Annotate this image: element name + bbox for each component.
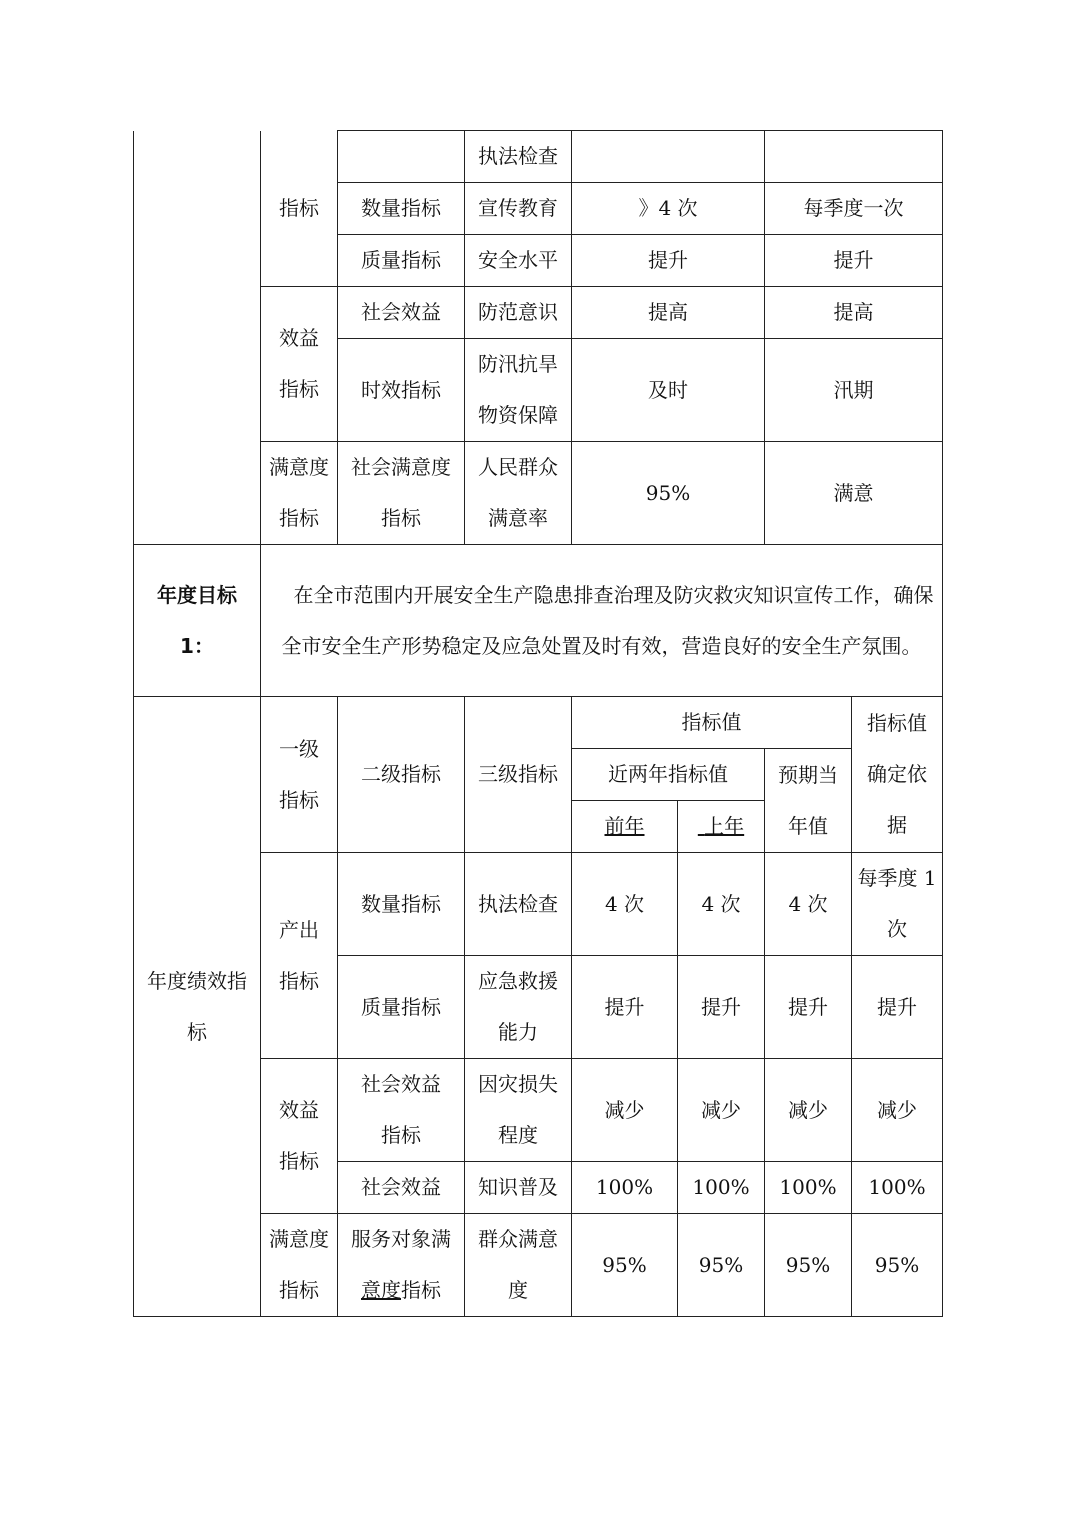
value-cell: 提高 [572, 287, 765, 339]
basis-value: 100% [852, 1162, 943, 1214]
benefit-level1: 效益 指标 [261, 1059, 338, 1214]
expected-value: 减少 [765, 1059, 852, 1162]
header-level1: 一级 指标 [261, 697, 338, 853]
level3-cell: 人民群众 满意率 [465, 442, 572, 545]
value-cell: 提升 [572, 235, 765, 287]
header-indicator-value: 指标值 [572, 697, 852, 749]
basis-value: 提升 [852, 956, 943, 1059]
level3-cell: 知识普及 [465, 1162, 572, 1214]
benefit-level1-cell: 效益 指标 [261, 287, 338, 442]
satisfaction-level1: 满意度 指标 [261, 1214, 338, 1317]
level2-cell: 社会效益 指标 [338, 1059, 465, 1162]
last-year-value: 100% [678, 1162, 765, 1214]
value-cell: 》4 次 [572, 183, 765, 235]
prev-year-value: 4 次 [572, 853, 678, 956]
level2-cell: 服务对象满 意度指标 [338, 1214, 465, 1317]
satisfaction-level1-cell: 满意度 指标 [261, 442, 338, 545]
annual-goal-text: 在全市范围内开展安全生产隐患排查治理及防灾救灾知识宣传工作，确保全市安全生产形势稳定及应急处置及时有效，营造良好的安全生产氛围。 [261, 545, 943, 697]
level2-cell: 社会效益 [338, 1162, 465, 1214]
header-basis: 指标值 确定依 据 [852, 697, 943, 853]
level2-cell: 社会效益 [338, 287, 465, 339]
header-level2: 二级指标 [338, 697, 465, 853]
level3-cell: 防范意识 [465, 287, 572, 339]
level3-cell: 因灾损失 程度 [465, 1059, 572, 1162]
expected-value: 提升 [765, 956, 852, 1059]
left-blank-cell [134, 131, 261, 545]
basis-cell: 汛期 [765, 339, 943, 442]
basis-cell: 提高 [765, 287, 943, 339]
level3-cell: 应急救援 能力 [465, 956, 572, 1059]
annual-perf-label: 年度绩效指 标 [134, 697, 261, 1317]
basis-value: 每季度 1 次 [852, 853, 943, 956]
last-year-value: 4 次 [678, 853, 765, 956]
basis-cell [765, 131, 943, 183]
performance-table [133, 130, 943, 1317]
expected-value: 4 次 [765, 853, 852, 956]
level2-cell: 时效指标 [338, 339, 465, 442]
prev-year-value: 95% [572, 1214, 678, 1317]
header-recent-two-years: 近两年指标值 [572, 749, 765, 801]
header-prev-year: 前年 [572, 801, 678, 853]
output-level1: 产出 指标 [261, 853, 338, 1059]
basis-value: 减少 [852, 1059, 943, 1162]
level2-cell: 数量指标 [338, 183, 465, 235]
header-last-year: 上年 [678, 801, 765, 853]
annual-goal-label: 年度目标 1： [134, 545, 261, 697]
level2-cell [338, 131, 465, 183]
basis-cell: 满意 [765, 442, 943, 545]
last-year-value: 95% [678, 1214, 765, 1317]
level3-cell: 执法检查 [465, 853, 572, 956]
level2-cell: 社会满意度 指标 [338, 442, 465, 545]
header-level3: 三级指标 [465, 697, 572, 853]
level2-cell: 质量指标 [338, 956, 465, 1059]
basis-cell: 每季度一次 [765, 183, 943, 235]
value-cell: 95% [572, 442, 765, 545]
level3-cell: 防汛抗旱 物资保障 [465, 339, 572, 442]
level3-cell: 宣传教育 [465, 183, 572, 235]
basis-value: 95% [852, 1214, 943, 1317]
expected-value: 95% [765, 1214, 852, 1317]
expected-value: 100% [765, 1162, 852, 1214]
prev-year-value: 提升 [572, 956, 678, 1059]
level3-cell: 执法检查 [465, 131, 572, 183]
basis-cell: 提升 [765, 235, 943, 287]
level3-cell: 安全水平 [465, 235, 572, 287]
prev-year-value: 减少 [572, 1059, 678, 1162]
last-year-value: 减少 [678, 1059, 765, 1162]
value-cell: 及时 [572, 339, 765, 442]
header-expected: 预期当 年值 [765, 749, 852, 853]
level3-cell: 群众满意 度 [465, 1214, 572, 1317]
prev-year-value: 100% [572, 1162, 678, 1214]
level1-cell: 指标 [261, 131, 338, 287]
level2-cell: 数量指标 [338, 853, 465, 956]
last-year-value: 提升 [678, 956, 765, 1059]
value-cell [572, 131, 765, 183]
level2-cell: 质量指标 [338, 235, 465, 287]
